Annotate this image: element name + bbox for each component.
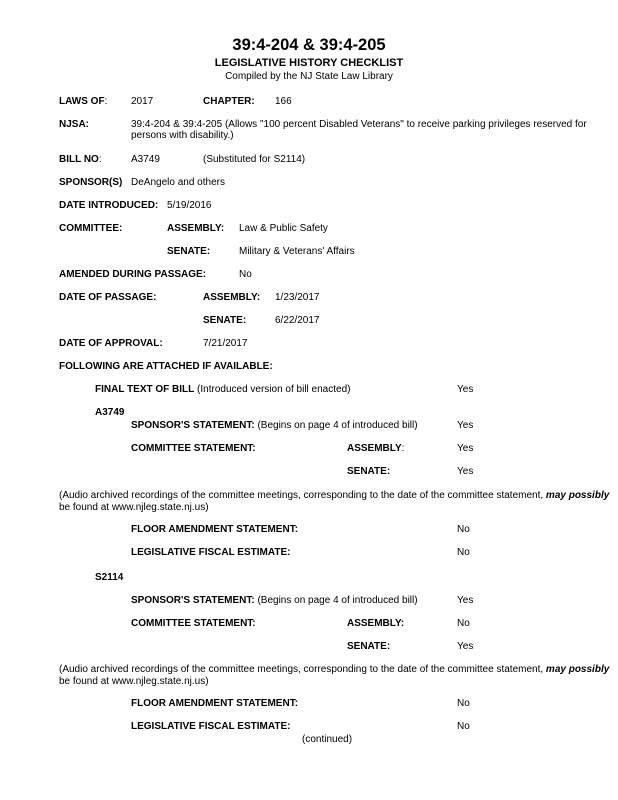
bill-no-label: BILL NO: [59,154,102,165]
committee-senate-value: Military & Veterans' Affairs [239,246,355,257]
a3749-audio-note-line-2: be found at www.njleg.state.nj.us) [59,502,209,513]
amended-value: No [239,269,252,280]
laws-of-value: 2017 [131,96,154,107]
s2114-assembly-value: No [457,618,470,629]
bill-no-note: (Substituted for S2114) [203,154,306,165]
date-of-approval-value: 7/21/2017 [203,338,248,349]
njsa-label: NJSA: [59,119,90,130]
chapter-value: 166 [275,96,292,107]
a3749-assembly-label: ASSEMBLY: [347,443,405,454]
date-introduced-value: 5/19/2016 [167,200,212,211]
s2114-sponsor-value: Yes [457,595,474,606]
s2114-fiscal-value: No [457,721,470,732]
bill-no-value: A3749 [131,154,160,165]
s2114-audio-note-line-1: (Audio archived recordings of the committee meetings, corresponding to the date of the committee statement, may possibly [59,664,610,675]
passage-senate-value: 6/22/2017 [275,315,320,326]
final-text-label: FINAL TEXT OF BILL [95,384,195,395]
attachments-heading: FOLLOWING ARE ATTACHED IF AVAILABLE: [59,361,273,372]
s2114-assembly-label: ASSEMBLY: [347,618,405,629]
s2114-floor-value: No [457,698,470,709]
date-of-approval-label: DATE OF APPROVAL: [59,338,163,349]
njsa-line-1: 39:4-204 & 39:4-205 (Allows "100 percent Disabled Veterans" to receive parking privileges reserved for [131,119,587,130]
final-text-row [95,384,350,396]
a3749-sponsor-value: Yes [457,420,474,431]
s2114-fiscal-label: LEGISLATIVE FISCAL ESTIMATE: [131,721,291,732]
date-introduced-label: DATE INTRODUCED: [59,200,159,211]
s2114-senate-label: SENATE: [347,641,391,652]
s2114-senate-value: Yes [457,641,474,652]
compiled-by: Compiled by the NJ State Law Library [225,71,393,82]
final-text-value: Yes [457,384,474,395]
a3749-senate-label: SENATE: [347,466,391,477]
s2114-heading: S2114 [95,572,124,583]
a3749-sponsor-row: SPONSOR'S STATEMENT: (Begins on page 4 of introduced bill) [131,420,418,431]
committee-senate-label: SENATE: [167,246,211,257]
a3749-audio-note-line-1: (Audio archived recordings of the committee meetings, corresponding to the date of the committee statement, may possibly [59,490,610,501]
passage-assembly-label: ASSEMBLY: [203,292,261,303]
chapter-label: CHAPTER: [203,96,255,107]
a3749-senate-value: Yes [457,466,474,477]
final-text-note: (Introduced version of bill enacted) [194,384,351,395]
s2114-sponsor-row: SPONSOR'S STATEMENT: (Begins on page 4 of introduced bill) [131,595,418,606]
a3749-assembly-value: Yes [457,443,474,454]
s2114-committee-label: COMMITTEE STATEMENT: [131,618,256,629]
committee-label: COMMITTEE: [59,223,123,234]
a3749-committee-label: COMMITTEE STATEMENT: [131,443,256,454]
a3749-heading: A3749 [95,407,125,418]
s2114-floor-label: FLOOR AMENDMENT STATEMENT: [131,698,299,709]
committee-assembly-label: ASSEMBLY: [167,223,225,234]
page-subtitle: LEGISLATIVE HISTORY CHECKLIST [214,57,404,69]
sponsors-label: SPONSOR(S) [59,177,123,188]
a3749-floor-label: FLOOR AMENDMENT STATEMENT: [131,524,299,535]
amended-label: AMENDED DURING PASSAGE: [59,269,207,280]
passage-senate-label: SENATE: [203,315,247,326]
s2114-audio-note-line-2: be found at www.njleg.state.nj.us) [59,676,209,687]
laws-of-label: LAWS OF: [59,96,108,107]
a3749-fiscal-value: No [457,547,470,558]
njsa-line-2: persons with disability.) [131,130,234,141]
date-of-passage-label: DATE OF PASSAGE: [59,292,157,303]
page-title: 39:4-204 & 39:4-205 [232,36,386,54]
continued-note: (continued) [302,734,353,745]
a3749-floor-value: No [457,524,470,535]
a3749-fiscal-label: LEGISLATIVE FISCAL ESTIMATE: [131,547,291,558]
sponsors-value: DeAngelo and others [131,177,225,188]
committee-assembly-value: Law & Public Safety [239,223,328,234]
passage-assembly-value: 1/23/2017 [275,292,320,303]
